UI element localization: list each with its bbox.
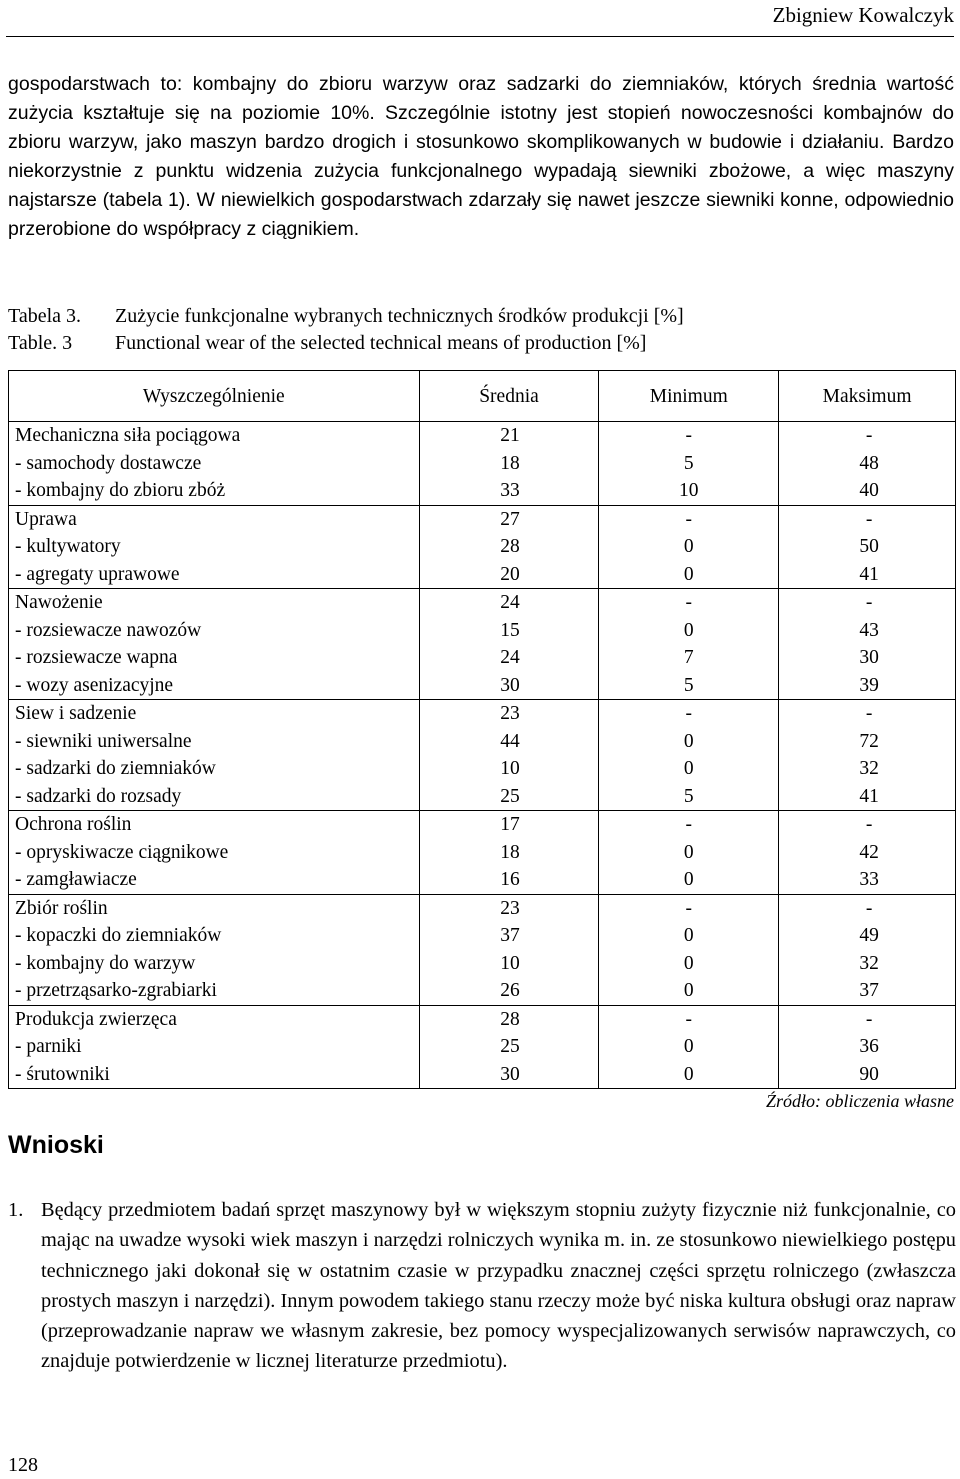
cell-minimum: 0 bbox=[683, 925, 694, 946]
cell-item: - zamgławiacze bbox=[15, 869, 137, 890]
cell-srednia: 24 bbox=[500, 647, 520, 668]
cell-maksimum: 36 bbox=[859, 1036, 879, 1057]
cell-maksimum: 40 bbox=[859, 480, 879, 501]
cell-maksimum-group bbox=[779, 811, 956, 895]
cell-srednia-group bbox=[419, 894, 599, 1005]
cell-item: Produkcja zwierzęca bbox=[15, 1008, 177, 1030]
table-title-pl: Zużycie funkcjonalne wybranych technicznych środków produkcji [%] bbox=[115, 305, 684, 327]
cell-srednia: 28 bbox=[500, 536, 520, 557]
header-maksimum: Maksimum bbox=[779, 371, 956, 422]
cell-item: Siew i sadzenie bbox=[15, 703, 137, 724]
cell-minimum: 5 bbox=[683, 674, 694, 696]
cell-item-group bbox=[9, 505, 420, 589]
table-title-en: Functional wear of the selected technical means of production [%] bbox=[115, 332, 647, 354]
cell-maksimum: 49 bbox=[859, 925, 879, 946]
table-row bbox=[9, 1005, 956, 1089]
cell-item: - przetrząsarko-zgrabiarki bbox=[15, 980, 217, 1001]
table-caption-pl bbox=[8, 302, 958, 330]
cell-item-group bbox=[9, 700, 420, 811]
cell-maksimum: - bbox=[865, 425, 873, 446]
cell-maksimum: - bbox=[865, 897, 873, 919]
cell-minimum-group bbox=[599, 700, 779, 811]
cell-minimum-group bbox=[599, 422, 779, 506]
cell-item-group bbox=[9, 1005, 420, 1089]
cell-item: - sadzarki do rozsady bbox=[15, 785, 182, 807]
cell-srednia: 10 bbox=[500, 952, 520, 974]
cell-item: - kultywatory bbox=[15, 536, 121, 557]
cell-srednia: 25 bbox=[500, 1036, 520, 1057]
cell-srednia: 25 bbox=[500, 785, 520, 807]
cell-minimum: - bbox=[685, 592, 693, 613]
cell-maksimum: - bbox=[865, 1008, 873, 1030]
cell-item: - opryskiwacze ciągnikowe bbox=[15, 841, 229, 863]
cell-maksimum: - bbox=[865, 592, 873, 613]
cell-minimum-group bbox=[599, 589, 779, 700]
cell-minimum-group bbox=[599, 811, 779, 895]
cell-srednia: 44 bbox=[500, 730, 520, 752]
cell-maksimum: - bbox=[865, 508, 873, 530]
cell-item: - siewniki uniwersalne bbox=[15, 730, 192, 752]
cell-minimum: - bbox=[685, 425, 693, 446]
table-row bbox=[9, 589, 956, 700]
cell-minimum: 0 bbox=[683, 980, 694, 1001]
body-paragraph: gospodarstwach to: kombajny do zbioru warzyw oraz sadzarki do ziemniaków, których średnia wartość zużycia kształtuje się na poziomie 10%. Szczególnie istotny jest stopień nowoczesności kombajnów do zbioru warzyw, jako maszyn bardzo drogich i stosunkowo skomplikowanych w budowie i działaniu. Bardzo niekorzystnie z punktu widzenia zużycia funkcjonalnego wypadają siewniki zbożowe, a więc maszyny najstarsze (tabela 1). W niewielkich gospodarstwach zdarzały się nawet jeszcze siewniki konne, odpowiednio przerobione do współpracy z ciągnikiem. bbox=[8, 73, 954, 240]
cell-minimum: 0 bbox=[683, 1063, 694, 1085]
table-row bbox=[9, 422, 956, 506]
cell-maksimum-group bbox=[779, 505, 956, 589]
table-row bbox=[9, 894, 956, 1005]
table-body bbox=[9, 422, 956, 1089]
cell-srednia: 18 bbox=[500, 452, 520, 474]
table-row bbox=[9, 505, 956, 589]
table-caption-en bbox=[8, 329, 958, 357]
cell-item: - parniki bbox=[15, 1036, 82, 1057]
cell-maksimum: 39 bbox=[859, 674, 879, 696]
cell-srednia-group bbox=[419, 811, 599, 895]
table-row bbox=[9, 811, 956, 895]
cell-minimum: - bbox=[685, 897, 693, 919]
cell-maksimum: - bbox=[865, 814, 873, 835]
cell-maksimum-group bbox=[779, 700, 956, 811]
cell-item: Mechaniczna siła pociągowa bbox=[15, 425, 241, 446]
cell-maksimum: 41 bbox=[859, 563, 879, 585]
cell-maksimum: 32 bbox=[859, 952, 879, 974]
cell-item-group bbox=[9, 811, 420, 895]
page-number: 128 bbox=[8, 1454, 38, 1476]
cell-srednia: 18 bbox=[500, 841, 520, 863]
conclusion-text: Będący przedmiotem badań sprzęt maszynowy był w większym stopniu zużyty fizycznie niż funkcjonalnie, co mając na uwadze wysoki wiek maszyn i narzędzi rolniczych wynika m. in. ze stosunkowo niewielkiego postępu technicznego jaki dokonał się w ostatnim czasie w przypadku znacznej części sprzętu rolniczego (zwłaszcza prostych maszyn i narzędzi). Innym powodem takiego stanu rzeczy może być niska kultura obsługi oraz napraw (przeprowadzanie napraw we własnym zakresie, bez pomocy wyspecjalizowanych serwisów naprawczych, co znajduje potwierdzenie w licznej literaturze przedmiotu). bbox=[41, 1199, 957, 1373]
table-source: Źródło: obliczenia własne bbox=[766, 1091, 954, 1111]
cell-item: - rozsiewacze nawozów bbox=[15, 619, 202, 641]
cell-minimum: 0 bbox=[683, 869, 694, 890]
header-wyszczegolnienie: Wyszczególnienie bbox=[9, 371, 420, 422]
cell-minimum-group bbox=[599, 1005, 779, 1089]
table-label-pl: Tabela 3. bbox=[8, 305, 82, 327]
cell-minimum-group bbox=[599, 894, 779, 1005]
cell-maksimum: 50 bbox=[859, 536, 879, 557]
cell-minimum-group bbox=[599, 505, 779, 589]
table-header-row bbox=[9, 371, 956, 422]
cell-srednia: 24 bbox=[500, 592, 520, 613]
cell-maksimum: 33 bbox=[859, 869, 879, 890]
conclusions-heading: Wnioski bbox=[8, 1131, 104, 1159]
header-srednia: Średnia bbox=[419, 371, 599, 422]
cell-srednia: 21 bbox=[500, 425, 520, 446]
cell-maksimum: 90 bbox=[859, 1063, 879, 1085]
cell-minimum: 0 bbox=[683, 841, 694, 863]
cell-item: - wozy asenizacyjne bbox=[15, 674, 174, 696]
cell-minimum: 0 bbox=[683, 758, 694, 779]
cell-srednia: 28 bbox=[500, 1008, 520, 1030]
cell-maksimum: 43 bbox=[859, 619, 879, 641]
cell-item-group bbox=[9, 589, 420, 700]
cell-minimum: 0 bbox=[683, 952, 694, 974]
cell-srednia: 30 bbox=[500, 1063, 520, 1085]
cell-maksimum-group bbox=[779, 589, 956, 700]
cell-minimum: 0 bbox=[683, 536, 694, 557]
cell-item: - rozsiewacze wapna bbox=[15, 647, 178, 668]
cell-minimum: 5 bbox=[683, 452, 694, 474]
cell-srednia-group bbox=[419, 700, 599, 811]
cell-srednia-group bbox=[419, 589, 599, 700]
cell-srednia-group bbox=[419, 1005, 599, 1089]
cell-srednia: 17 bbox=[500, 814, 520, 835]
cell-maksimum-group bbox=[779, 422, 956, 506]
cell-item: - sadzarki do ziemniaków bbox=[15, 758, 216, 779]
cell-srednia-group bbox=[419, 505, 599, 589]
cell-item: - kombajny do zbioru zbóż bbox=[15, 480, 226, 501]
running-head: Zbigniew Kowalczyk bbox=[772, 3, 954, 27]
cell-maksimum: 41 bbox=[859, 785, 879, 807]
conclusion-number: 1. bbox=[8, 1199, 24, 1221]
cell-item: Ochrona roślin bbox=[15, 814, 132, 835]
conclusion-item bbox=[8, 1195, 956, 1377]
cell-srednia: 27 bbox=[500, 508, 520, 530]
cell-maksimum: - bbox=[865, 703, 873, 724]
cell-maksimum: 32 bbox=[859, 758, 879, 779]
cell-srednia: 15 bbox=[500, 619, 520, 641]
cell-minimum: - bbox=[685, 814, 693, 835]
header-minimum: Minimum bbox=[599, 371, 779, 422]
cell-item: Uprawa bbox=[15, 508, 77, 530]
cell-srednia: 37 bbox=[500, 925, 520, 946]
cell-srednia: 33 bbox=[500, 480, 520, 501]
cell-srednia: 23 bbox=[500, 897, 520, 919]
table-label-en: Table. 3 bbox=[8, 332, 73, 354]
header-rule bbox=[6, 36, 954, 37]
cell-srednia: 23 bbox=[500, 703, 520, 724]
cell-minimum: 0 bbox=[683, 619, 694, 641]
cell-maksimum: 72 bbox=[859, 730, 879, 752]
cell-minimum: 10 bbox=[679, 480, 699, 501]
wear-table bbox=[8, 370, 956, 1089]
cell-maksimum: 37 bbox=[859, 980, 879, 1001]
cell-item: - śrutowniki bbox=[15, 1063, 110, 1085]
cell-minimum: 0 bbox=[683, 730, 694, 752]
cell-minimum: - bbox=[685, 508, 693, 530]
cell-item: - samochody dostawcze bbox=[15, 452, 202, 474]
cell-minimum: - bbox=[685, 1008, 693, 1030]
cell-item: - kombajny do warzyw bbox=[15, 952, 196, 974]
cell-maksimum: 48 bbox=[859, 452, 879, 474]
cell-minimum: 0 bbox=[683, 1036, 694, 1057]
cell-item-group bbox=[9, 894, 420, 1005]
cell-item-group bbox=[9, 422, 420, 506]
cell-minimum: 7 bbox=[683, 647, 694, 668]
cell-srednia: 30 bbox=[500, 674, 520, 696]
cell-maksimum-group bbox=[779, 894, 956, 1005]
cell-minimum: 0 bbox=[683, 563, 694, 585]
table-row bbox=[9, 700, 956, 811]
cell-srednia: 16 bbox=[500, 869, 520, 890]
cell-item: - kopaczki do ziemniaków bbox=[15, 925, 222, 946]
cell-srednia: 10 bbox=[500, 758, 520, 779]
cell-srednia-group bbox=[419, 422, 599, 506]
cell-srednia: 20 bbox=[500, 563, 520, 585]
cell-item: - agregaty uprawowe bbox=[15, 563, 180, 585]
cell-minimum: 5 bbox=[683, 785, 694, 807]
cell-maksimum-group bbox=[779, 1005, 956, 1089]
cell-maksimum: 42 bbox=[859, 841, 879, 863]
cell-maksimum: 30 bbox=[859, 647, 879, 668]
cell-srednia: 26 bbox=[500, 980, 520, 1001]
cell-item: Zbiór roślin bbox=[15, 897, 108, 919]
cell-item: Nawożenie bbox=[15, 592, 103, 613]
cell-minimum: - bbox=[685, 703, 693, 724]
